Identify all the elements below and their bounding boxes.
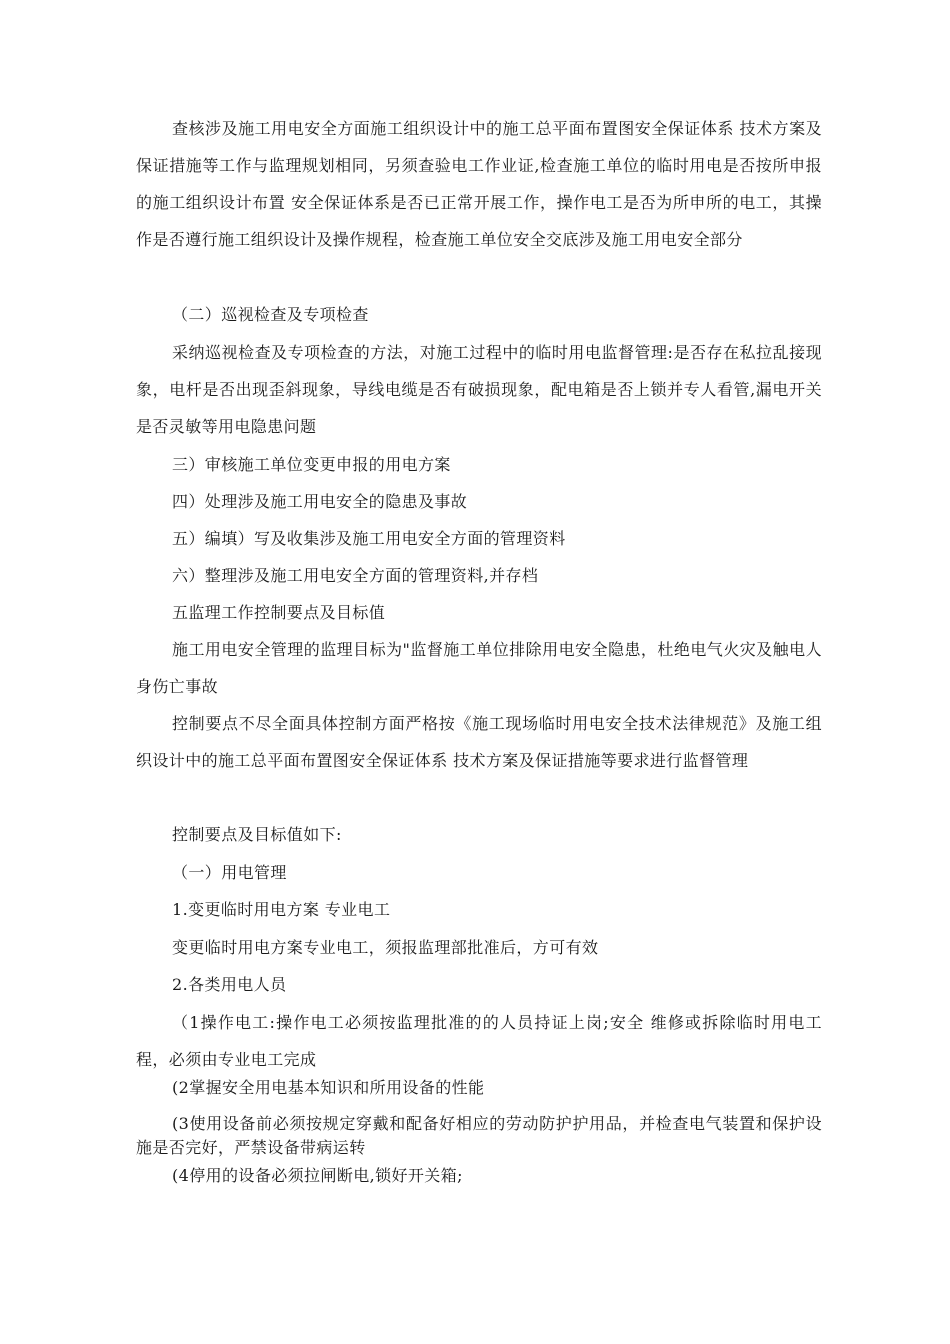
paragraph-change-approval: 变更临时用电方案专业电工，须报监理部批准后，方可有效 bbox=[172, 938, 599, 957]
item-change-plan: 1.变更临时用电方案 专业电工 bbox=[172, 900, 391, 919]
subitem-protective-gear: (3使用设备前必须按规定穿戴和配备好相应的劳动防护护用品，并检查电气装置和保护设施是否完好，严禁设备带病运转 bbox=[136, 1114, 822, 1157]
heading-power-management: （一）用电管理 bbox=[172, 863, 287, 882]
heading-patrol-inspection: （二）巡视检查及专项检查 bbox=[172, 305, 369, 324]
item-archive-materials: 六）整理涉及施工用电安全方面的管理资料,并存档 bbox=[172, 566, 539, 585]
heading-control-points: 五监理工作控制要点及目标值 bbox=[172, 603, 386, 622]
item-review-change: 三）审核施工单位变更申报的用电方案 bbox=[172, 455, 451, 474]
item-collect-materials: 五）编填）写及收集涉及施工用电安全方面的管理资料 bbox=[172, 529, 566, 548]
paragraph-targets-intro: 控制要点及目标值如下: bbox=[172, 825, 342, 844]
item-handle-hazards: 四）处理涉及施工用电安全的隐患及事故 bbox=[172, 492, 468, 511]
paragraph-patrol-method: 采纳巡视检查及专项检查的方法，对施工过程中的临时用电监督管理:是否存在私拉乱接现象，电杆是否出现歪斜现象，导线电缆是否有破损现象，配电箱是否上锁并专人看管,漏电开关是否灵敏等用电隐患问题 bbox=[136, 343, 822, 436]
item-electrical-personnel: 2.各类用电人员 bbox=[172, 975, 287, 994]
subitem-operator: （1操作电工:操作电工必须按监理批准的的人员持证上岗;安全 维修或拆除临时用电工程，必须由专业电工完成 bbox=[136, 1013, 822, 1069]
paragraph-review-design: 查核涉及施工用电安全方面施工组织设计中的施工总平面布置图安全保证体系 技术方案及保证措施等工作与监理规划相同，另须查验电工作业证,检查施工单位的临时用电是否按所申报的施工组织设计布置 安全保证体系是否已正常开展工作，操作电工是否为所申所的电工，其操作是否遵行施工组织设计及操作规程，检查施工单位安全交底涉及施工用电安全部分 bbox=[136, 119, 822, 249]
paragraph-supervision-goal: 施工用电安全管理的监理目标为"监督施工单位排除用电安全隐患，杜绝电气火灾及触电人身伤亡事故 bbox=[136, 640, 822, 696]
subitem-power-off: (4停用的设备必须拉闸断电,锁好开关箱; bbox=[172, 1166, 463, 1185]
paragraph-control-points: 控制要点不尽全面具体控制方面严格按《施工现场临时用电安全技术法律规范》及施工组织设计中的施工总平面布置图安全保证体系 技术方案及保证措施等要求进行监督管理 bbox=[136, 714, 822, 770]
subitem-knowledge: (2掌握安全用电基本知识和所用设备的性能 bbox=[172, 1078, 485, 1097]
